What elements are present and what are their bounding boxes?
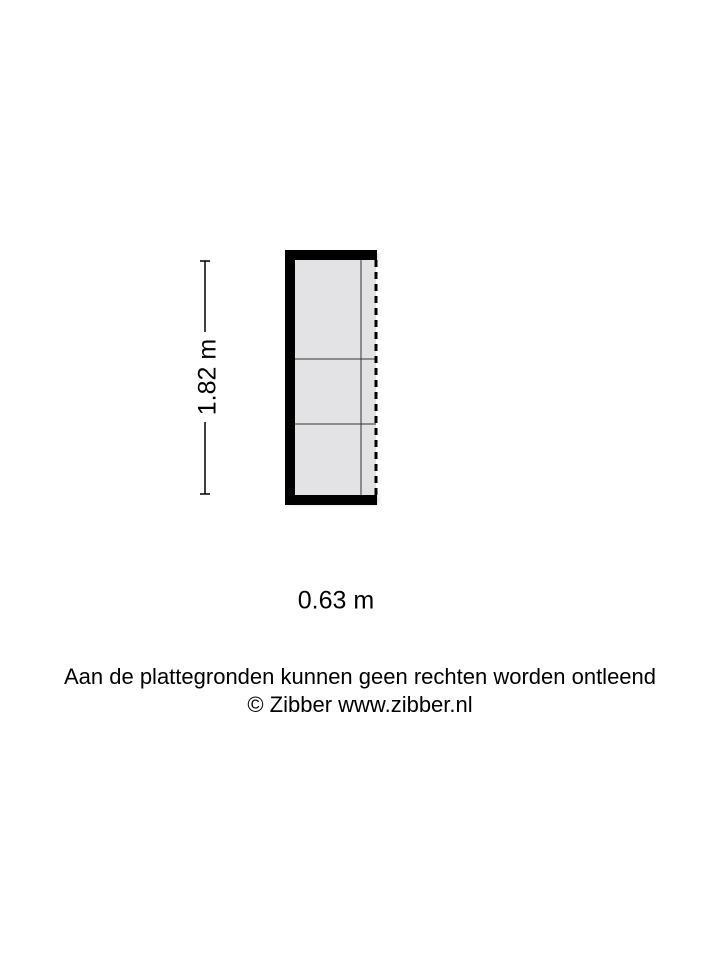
wall-bottom [285,495,377,505]
disclaimer-text: Aan de plattegronden kunnen geen rechten worden ontleend [63,664,657,689]
wall-left [285,250,295,505]
copyright-text: © Zibber www.zibber.nl [247,692,473,717]
width-dimension-label: 0.63 m [297,586,375,615]
height-dimension-label: 1.82 m [193,338,222,416]
room-floor [295,260,376,496]
wall-top [285,250,377,260]
footer [0,663,720,719]
